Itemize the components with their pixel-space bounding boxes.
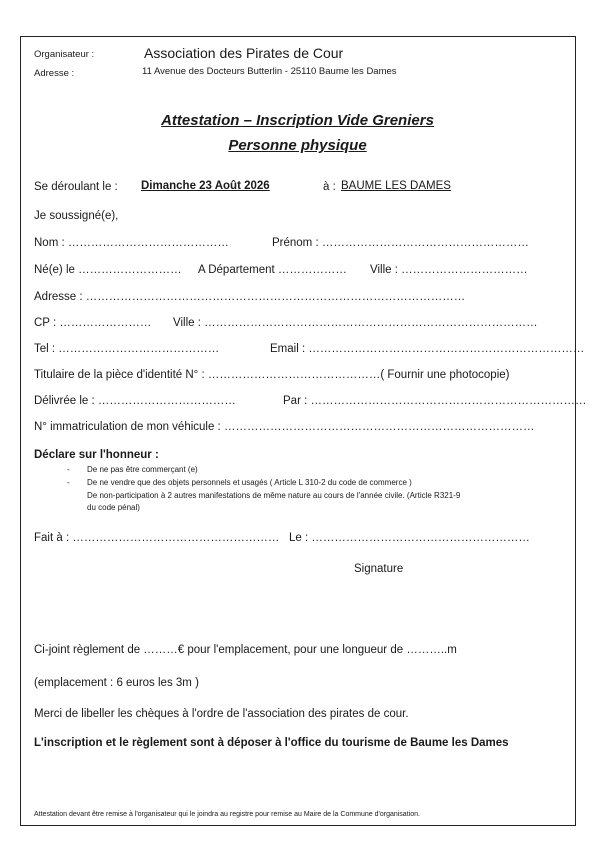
adresse-value: 11 Avenue des Docteurs Butterlin - 25110 Baume les Dames [142, 66, 397, 77]
organisateur-label: Organisateur : [34, 49, 95, 60]
depot-text: L'inscription et le règlement sont à déposer à l'office du tourisme de Baume les Dames [34, 737, 509, 749]
email-field[interactable]: Email : ……………………………………………………………… [270, 343, 585, 355]
event-label: Se déroulant le : [34, 181, 118, 193]
nom-field[interactable]: Nom : …………………………………… [34, 237, 229, 249]
par-field[interactable]: Par : ……………………………………………………………… [283, 395, 587, 407]
declaration-item-continued: du code pénal) [87, 503, 140, 512]
cp-field[interactable]: CP : …………………… [34, 317, 152, 329]
date-naissance-field[interactable]: Né(e) le ……………………… [34, 264, 182, 276]
departement-field[interactable]: A Département ……………… [198, 264, 347, 276]
delivree-field[interactable]: Délivrée le : ……………………………… [34, 395, 236, 407]
declaration-item: De non-participation à 2 autres manifestations de même nature au cours de l'année civile. (Article R321-9 [87, 491, 461, 500]
page-title: Attestation – Inscription Vide Greniers [161, 112, 434, 129]
adresse-label: Adresse : [34, 68, 75, 79]
declaration-heading: Déclare sur l'honneur : [34, 449, 159, 461]
signature-label: Signature [354, 563, 404, 575]
event-place: BAUME LES DAMES [341, 180, 451, 192]
page-subtitle: Personne physique [228, 137, 367, 154]
cheques-text: Merci de libeller les chèques à l'ordre de l'association des pirates de cour. [34, 708, 409, 720]
piece-identite-field[interactable]: Titulaire de la pièce d'identité N° : ………………………………………( Fournir une photocopie) [34, 369, 510, 381]
date-signature-field[interactable]: Le : ………………………………………………… [289, 532, 530, 544]
ville-field[interactable]: Ville : …………………………………………………………………………… [173, 317, 538, 329]
prenom-field[interactable]: Prénom : ……………………………………………… [272, 237, 529, 249]
organisateur-value: Association des Pirates de Cour [144, 45, 344, 61]
declaration-bullet: - [67, 478, 70, 487]
ville-naissance-field[interactable]: Ville : …………………………… [370, 264, 528, 276]
adresse-field[interactable]: Adresse : ……………………………………………………………………………………… [34, 291, 466, 303]
event-date: Dimanche 23 Août 2026 [141, 180, 270, 192]
reglement-field[interactable]: Ci-joint règlement de ………€ pour l'emplacement, pour une longueur de ………..m [34, 644, 457, 656]
immatriculation-field[interactable]: N° immatriculation de mon véhicule : ……………………………………………………………………… [34, 421, 535, 433]
tel-field[interactable]: Tel : …………………………………… [34, 343, 220, 355]
tarif-text: (emplacement : 6 euros les 3m ) [34, 677, 199, 689]
footer-note: Attestation devant être remise à l'organisateur qui le joindra au registre pour remise au Maire de la Commune d'organisation. [34, 811, 420, 818]
declaration-item: De ne vendre que des objets personnels et usagés ( Article L 310-2 du code de commerce ) [87, 478, 412, 487]
event-place-label: à : [323, 181, 336, 193]
declaration-item: De ne pas être commerçant (e) [87, 465, 198, 474]
soussigne-text: Je soussigné(e), [34, 210, 119, 222]
fait-a-field[interactable]: Fait à : ……………………………………………… [34, 532, 280, 544]
declaration-bullet: - [67, 465, 70, 474]
